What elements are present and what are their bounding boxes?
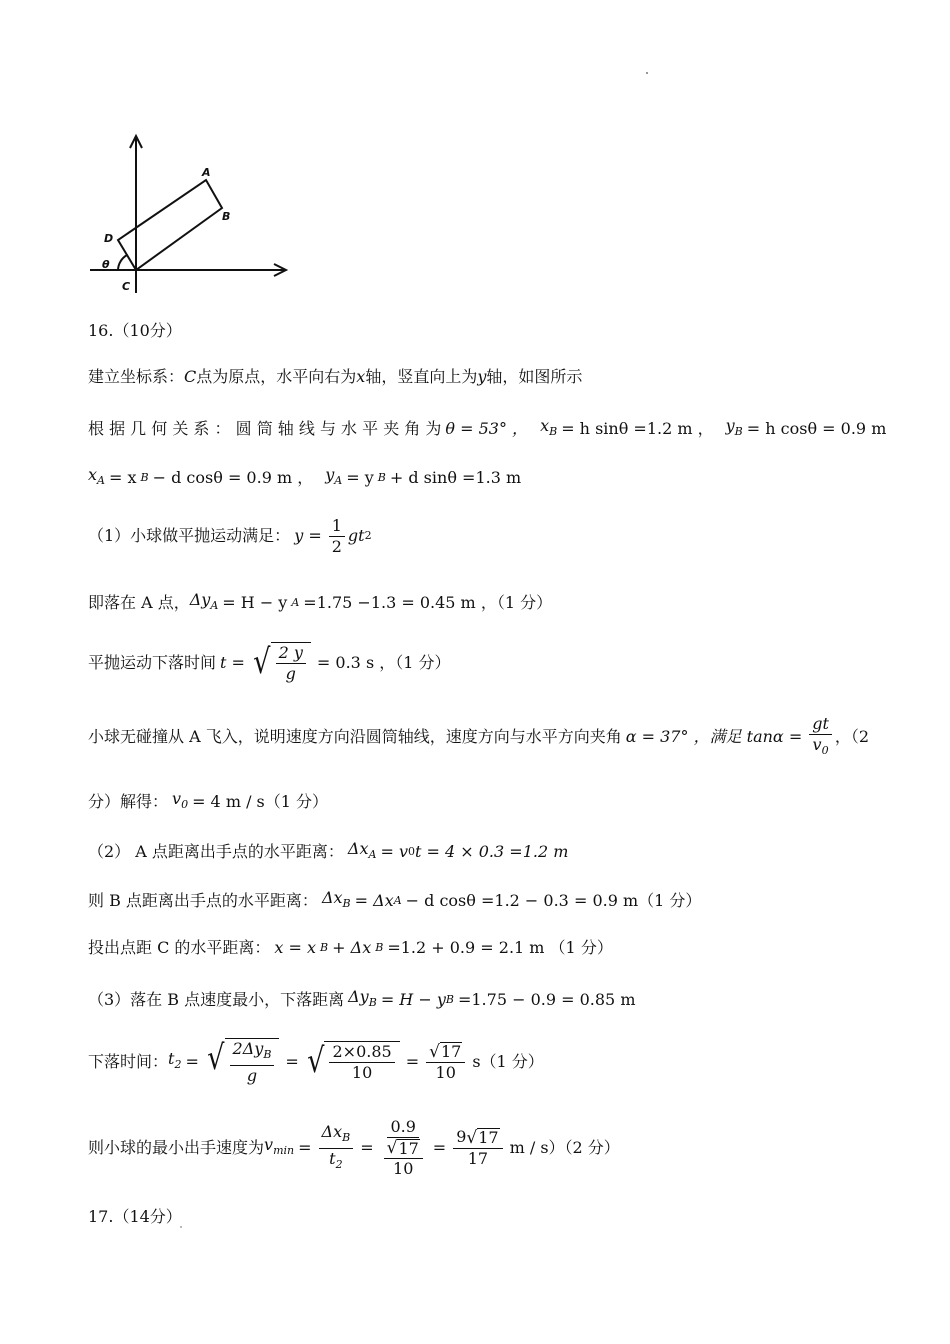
direction-text: 小球无碰撞从 A 飞入，说明速度方向沿圆筒轴线，速度方向与水平方向夹角 bbox=[88, 727, 622, 746]
half-den: 2 bbox=[331, 536, 342, 556]
setup-text-3: 轴，竖直向上为 bbox=[365, 367, 478, 386]
vmin-num: Δx bbox=[321, 1121, 343, 1141]
part1-time bbox=[88, 638, 455, 688]
label-c: C bbox=[122, 280, 131, 293]
min-speed-label: 则小球的最小出手速度为 bbox=[88, 1138, 265, 1157]
time-den: g bbox=[285, 664, 296, 683]
time-label: 平抛运动下落时间 bbox=[88, 653, 217, 672]
part1-fall: 即落在 A 点， $\Delta y_A$ = H − y A =1.75 −1.3 = 0.45 m ，（1 分） bbox=[88, 590, 553, 612]
xa-eq: = x bbox=[108, 468, 137, 487]
fall-label: 即落在 A 点， bbox=[88, 593, 190, 612]
part3-time-label: 下落时间： bbox=[88, 1052, 169, 1071]
label-b: B bbox=[222, 210, 231, 223]
vmin-num-3-root: 17 bbox=[478, 1128, 499, 1148]
t2-sqrt-2: √ $\frac{2\times 0.85}{10}$ bbox=[305, 1041, 400, 1083]
label-theta: θ bbox=[102, 258, 110, 271]
t2-symbol: t bbox=[168, 1049, 175, 1068]
vmin-den-bot: 10 bbox=[393, 1159, 414, 1179]
theta-value: θ = 53° ， bbox=[445, 419, 529, 438]
q16-heading bbox=[88, 320, 182, 342]
xa-eq-2: − d cosθ = 0.9 m ， bbox=[152, 468, 314, 487]
tan-num: gt bbox=[809, 714, 832, 735]
vmin-num-3: 9 bbox=[456, 1127, 467, 1147]
part2-eq-2: t = 4 × 0.3 =1.2 m bbox=[414, 842, 569, 861]
fall-value: =1.75 −1.3 = 0.45 m ，（1 分） bbox=[303, 593, 553, 612]
geometry-line: 根 据 几 何 关 系 ： 圆 筒 轴 线 与 水 平 夹 角 为 θ = 53° ， $x_B$ = h sinθ =1.2 m ， $y_B$ = h cosθ = 0.9 m bbox=[88, 416, 887, 438]
part3-min-speed: 则小球的最小出手速度为 $v_{min}$ = $\frac{\Delta x_B}{t_2}$ = 0.9 √ 17 10 = 9 √ 17 17 m / s）（2 分） bbox=[88, 1116, 620, 1179]
t2-result-den: 10 bbox=[435, 1062, 456, 1082]
vmin-den-top: 17 bbox=[398, 1138, 419, 1158]
t2-sqrt-1: √ $\frac{2\Delta y_B}{g}$ bbox=[205, 1038, 280, 1086]
part2-b-eq: = Δx bbox=[354, 891, 394, 910]
ya-eq-2: + d sinθ =1.3 m bbox=[389, 468, 522, 487]
q16-heading-text: 16.（10分） bbox=[88, 321, 182, 340]
part2-b-eq-2: − d cosθ =1.2 − 0.3 = 0.9 m（1 分） bbox=[405, 891, 702, 910]
part1-solve: 分）解得： $v_0$ = 4 m / s（1 分） bbox=[88, 789, 329, 811]
part3-eq-2: =1.75 − 0.9 = 0.85 m bbox=[457, 990, 636, 1009]
setup-text-2: 点为原点，水平向右为 bbox=[196, 367, 357, 386]
sqrt1-num: 2Δy bbox=[232, 1039, 264, 1058]
part1-label: （1）小球做平抛运动满足： bbox=[88, 526, 291, 545]
xb-equation: = h sinθ =1.2 m ， bbox=[561, 419, 714, 438]
time-num: 2 y bbox=[276, 643, 306, 664]
sqrt2-num: 2×0.85 bbox=[329, 1042, 394, 1063]
fall-eq: = H − y bbox=[222, 593, 288, 612]
solve-label: 分）解得： bbox=[88, 792, 169, 811]
part3-label: （3）落在 B 点速度最小，下落距离 bbox=[88, 990, 345, 1009]
tan-den: v bbox=[812, 734, 822, 754]
part2-eq: = v bbox=[380, 842, 408, 861]
time-t: t = bbox=[220, 653, 245, 672]
tube-rectangle bbox=[118, 180, 222, 270]
setup-x: x bbox=[356, 367, 366, 386]
vmin-tail: m / s）（2 分） bbox=[509, 1138, 620, 1157]
sqrt2-den: 10 bbox=[351, 1063, 373, 1082]
yb-equation: = h cosθ = 0.9 m bbox=[746, 419, 887, 438]
t2-result: √ 17 10 bbox=[426, 1041, 465, 1083]
vmin-den: t bbox=[329, 1148, 336, 1168]
speck bbox=[646, 72, 648, 74]
part2-b-label: 则 B 点距离出手点的水平距离： bbox=[88, 891, 318, 910]
label-a: A bbox=[202, 166, 211, 179]
half-num: 1 bbox=[329, 516, 345, 537]
setup-line bbox=[88, 366, 582, 388]
part1-gt: gt bbox=[347, 526, 365, 545]
setup-c: C bbox=[184, 367, 197, 386]
part1-sq: 2 bbox=[364, 529, 372, 542]
time-value: = 0.3 s ，（1 分） bbox=[316, 653, 451, 672]
part2-a: （2） A 点距离出手点的水平距离： $\Delta x_A$ = v 0 t = 4 × 0.3 =1.2 m bbox=[88, 839, 569, 861]
speck-2 bbox=[180, 1226, 182, 1228]
sqrt1-den: g bbox=[246, 1066, 258, 1085]
part2-c-eq-3: =1.2 + 0.9 = 2.1 m （1 分） bbox=[387, 938, 613, 957]
part1-y: y = bbox=[294, 526, 322, 545]
part3-time: 下落时间： $t_2$ = √ $\frac{2\Delta y_B}{g}$ = √ $\frac{2\times 0.85}{10}$ = √ 17 10 s（1 分） bbox=[88, 1038, 544, 1085]
ya-eq: = y bbox=[346, 468, 374, 487]
q17-heading-text: 17.（14分） bbox=[88, 1207, 182, 1226]
vmin-den-3: 17 bbox=[467, 1148, 489, 1168]
coordinate-figure bbox=[88, 128, 298, 298]
setup-text: 建立坐标系： bbox=[88, 367, 185, 386]
t2-tail: s（1 分） bbox=[472, 1052, 544, 1071]
part3-eq: = H − y bbox=[380, 990, 446, 1009]
vmin-frac-1: $\frac{\Delta x_B}{t_2}$ bbox=[319, 1122, 354, 1175]
vmin-frac-3: 9 √ 17 17 bbox=[453, 1127, 502, 1169]
alpha-value: α = 37° ，满足 tanα = bbox=[625, 727, 803, 746]
part2-c: 投出点距 C 的水平距离： x = x B + Δx B =1.2 + 0.9 = 2.1 m （1 分） bbox=[88, 938, 613, 957]
part2-label: （2） A 点距离出手点的水平距离： bbox=[88, 842, 344, 861]
part1-direction bbox=[88, 712, 869, 762]
label-d: D bbox=[104, 232, 114, 245]
vmin-num-2: 0.9 bbox=[387, 1117, 418, 1138]
xa-ya-line: $x_A$ = x B − d cosθ = 0.9 m ， $y_A$ = y B + d sinθ =1.3 m bbox=[88, 465, 522, 487]
part2-c-eq: x = x bbox=[274, 938, 317, 957]
part3-distance: （3）落在 B 点速度最小，下落距离 $\Delta y_B$ = H − y B =1.75 − 0.9 = 0.85 m bbox=[88, 987, 636, 1009]
geometry-label: 根 据 几 何 关 系 ： 圆 筒 轴 线 与 水 平 夹 角 为 bbox=[88, 419, 442, 438]
tan-tail: ，（2 bbox=[834, 727, 870, 746]
time-sqrt: √ $\frac{2 y}{g}$ bbox=[251, 642, 311, 684]
v0-value: = 4 m / s（1 分） bbox=[192, 792, 329, 811]
setup-text-4: 轴，如图所示 bbox=[486, 367, 583, 386]
theta-arc bbox=[118, 255, 127, 270]
tan-fraction: $\frac{gt}{v_0}$ bbox=[809, 714, 832, 761]
part2-c-eq-2: + Δx bbox=[332, 938, 372, 957]
part1-projectile bbox=[88, 516, 372, 556]
half-fraction bbox=[329, 516, 345, 557]
setup-y: y bbox=[477, 367, 487, 386]
part2-b: 则 B 点距离出手点的水平距离： $\Delta x_B$ = Δx A − d cosθ =1.2 − 0.3 = 0.9 m（1 分） bbox=[88, 888, 702, 910]
vmin-frac-2: 0.9 √ 17 10 bbox=[381, 1117, 426, 1180]
t2-result-num: 17 bbox=[440, 1042, 462, 1062]
q17-heading bbox=[88, 1206, 182, 1228]
part2-c-label: 投出点距 C 的水平距离： bbox=[88, 938, 271, 957]
